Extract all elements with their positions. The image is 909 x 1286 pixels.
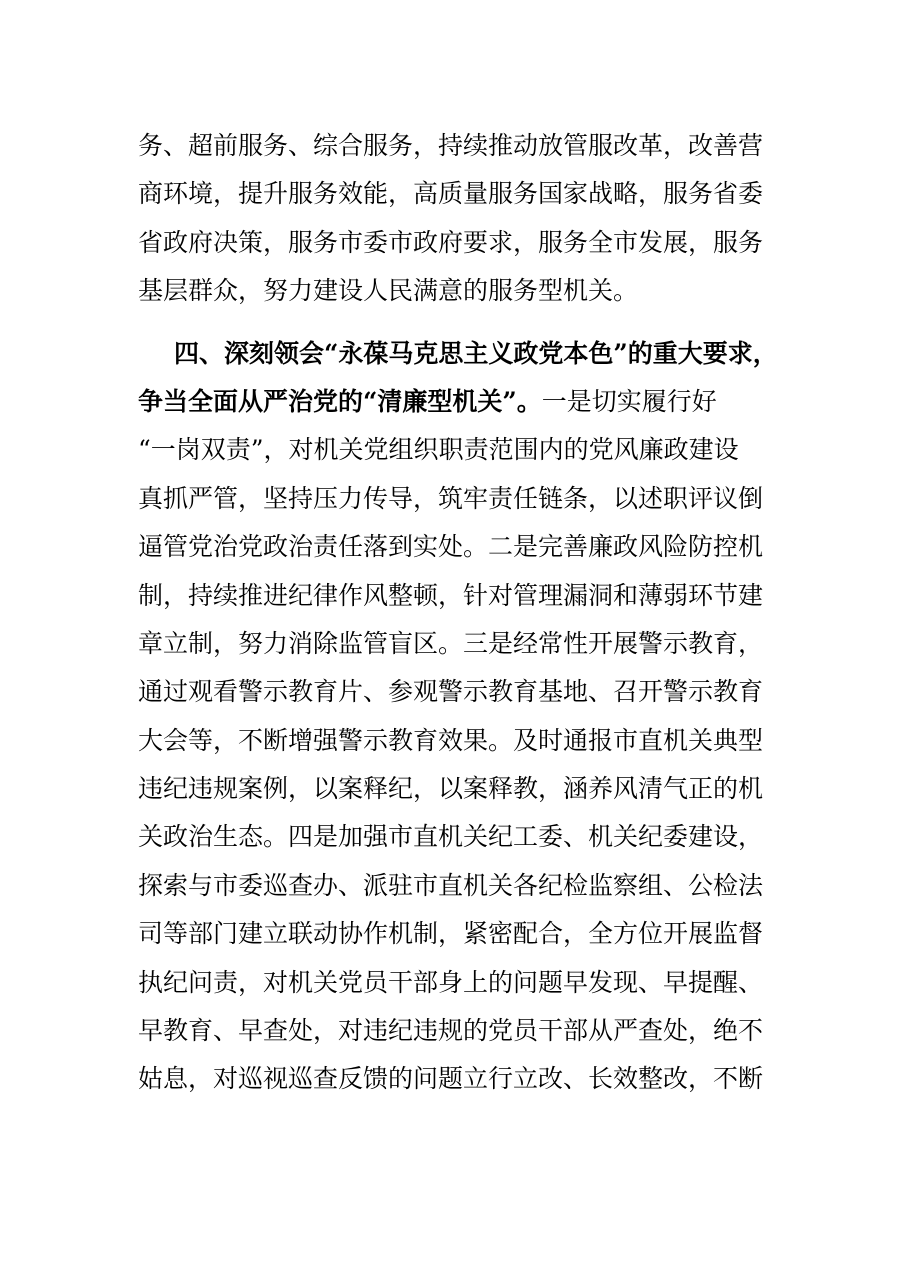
paragraph-gap xyxy=(138,316,788,330)
text-line: 章立制，努力消除监管盲区。三是经常性开展警示教育， xyxy=(138,628,764,658)
text-line: 执纪问责，对机关党员干部身上的问题早发现、早提醒、 xyxy=(138,967,764,997)
section-heading: 四、深刻领会“永葆马克思主义政党本色”的重大要求， xyxy=(174,338,778,368)
text-line: 关政治生态。四是加强市直机关纪工委、机关纪委建设， xyxy=(138,822,764,852)
paragraph-1 xyxy=(138,122,788,316)
text-line: 务、超前服务、综合服务，持续推动放管服改革，改善营 xyxy=(138,131,764,160)
document-body xyxy=(138,122,788,1104)
text-line: 逼管党治党政治责任落到实处。二是完善廉政风险防控机 xyxy=(138,532,764,562)
text-line: 探索与市委巡查办、派驻市直机关各纪检监察组、公检法 xyxy=(138,870,764,900)
text-line: 姑息，对巡视巡查反馈的问题立行立改、长效整改，不断 xyxy=(138,1064,764,1094)
text-line xyxy=(138,378,788,426)
text-line: 早教育、早查处，对违纪违规的党员干部从严查处，绝不 xyxy=(138,1016,764,1046)
text-line: 商环境，提升服务效能，高质量服务国家战略，服务省委 xyxy=(138,179,764,209)
section-heading-continued: 争当全面从严治党的“清廉型机关”。 xyxy=(138,386,542,416)
text-line: “一岗双责”，对机关党组织职责范围内的党风廉政建设 xyxy=(138,435,739,465)
text-line: 大会等，不断增强警示教育效果。及时通报市直机关典型 xyxy=(138,725,764,755)
text-line: 通过观看警示教育片、参观警示教育基地、召开警示教育 xyxy=(138,677,764,707)
text-line: 省政府决策，服务市委市政府要求，服务全市发展，服务 xyxy=(138,227,764,257)
text-line: 司等部门建立联动协作机制，紧密配合，全方位开展监督 xyxy=(138,919,764,949)
text-line: 制，持续推进纪律作风整顿，针对管理漏洞和薄弱环节建 xyxy=(138,580,764,610)
text-run: 一是切实履行好 xyxy=(541,386,717,416)
paragraph-2 xyxy=(138,330,788,1104)
text-line: 违纪违规案例，以案释纪，以案释教，涵养风清气正的机 xyxy=(138,774,764,804)
text-line: 真抓严管，坚持压力传导，筑牢责任链条，以述职评议倒 xyxy=(138,483,764,513)
text-line: 基层群众，努力建设人民满意的服务型机关。 xyxy=(138,276,639,306)
